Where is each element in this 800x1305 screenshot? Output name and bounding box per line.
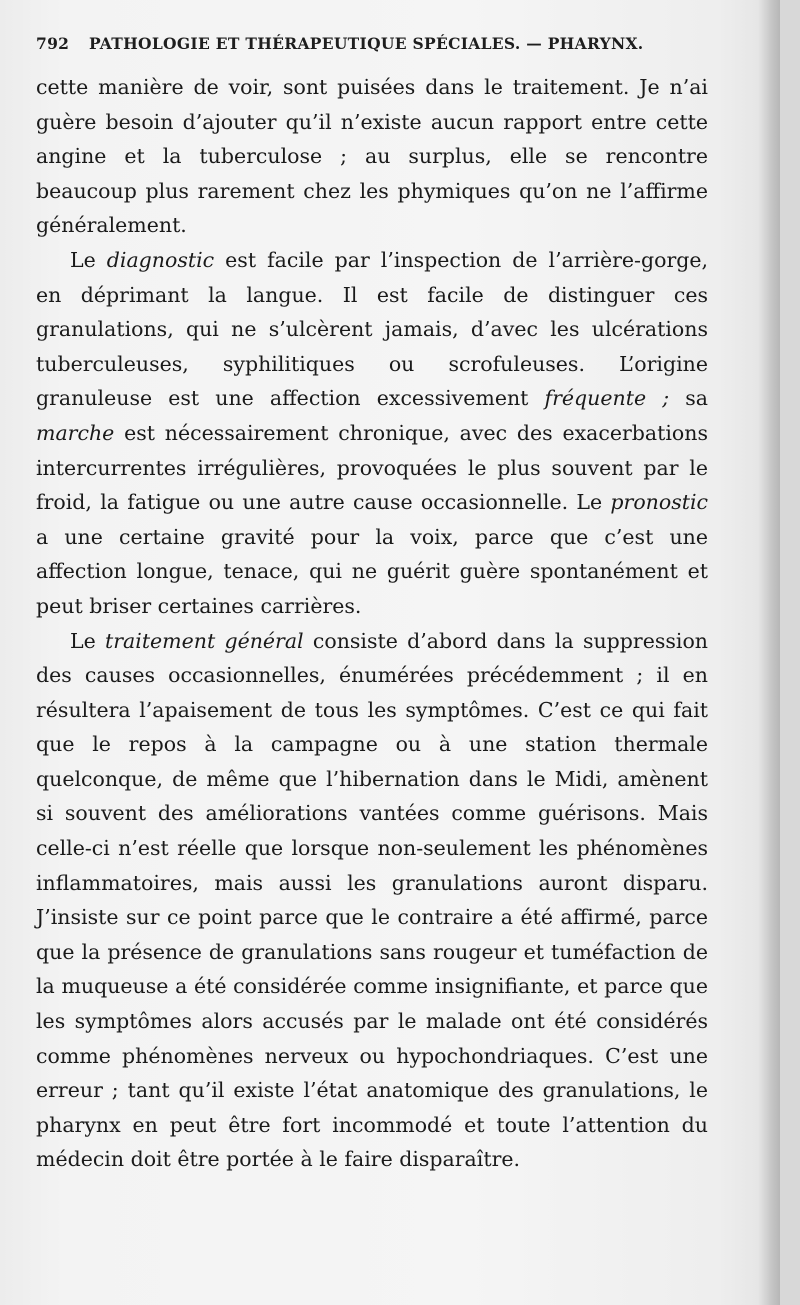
paragraph-diagnostic: [36, 243, 708, 624]
page-number: 792: [36, 34, 70, 53]
italic-term-pronostic: pronostic: [610, 490, 708, 515]
italic-term-marche: marche: [36, 420, 115, 445]
text-run: est facile par l’inspection de l’arrière-gorge, en déprimant la langue. Il est facile de distinguer ces granulations, qui ne s’ulcèrent jamais, d’avec les ulcérations tuberculeuses, syphilitiques ou scrofuleuses. L’origine granuleuse est une affection excessivement: [36, 247, 709, 411]
paragraph-continuation: cette manière de voir, sont puisées dans le traitement. Je n’ai guère besoin d’ajouter qu’il n’existe aucun rapport entre cette angine et la tuberculose ; au surplus, elle se rencontre beaucoup plus rarement chez les phymiques qu’on ne l’affirme généralement.: [36, 75, 708, 238]
body-text: [36, 70, 708, 1177]
text-run: Le: [70, 247, 107, 272]
italic-term-frequente: fréquente ;: [544, 386, 670, 411]
text-run: Le: [70, 628, 105, 653]
text-run: sa: [669, 386, 708, 411]
running-title: PATHOLOGIE ET THÉRAPEUTIQUE SPÉCIALES. — PHARYNX.: [88, 34, 644, 53]
running-header: [36, 34, 736, 53]
text-run: a une certaine gravité pour la voix, parce que c’est une affection longue, tenace, qui ne guérit guère spontanément et peut briser certaines carrières.: [36, 524, 708, 618]
page-edge-shadow: [758, 0, 780, 1305]
paragraph-traitement: [36, 624, 708, 1178]
text-run: consiste d’abord dans la suppression des causes occasionnelles, énumérées précédemment ; il en résultera l’apaisement de tous les symptômes. C’est ce qui fait que le repos à la campagne ou à une station thermale quelconque, de même que l’hibernation dans le Midi, amènent si souvent des améliorations vantées comme guérisons. Mais celle-ci n’est réelle que lorsque non-seulement les phénomènes inflammatoires, mais aussi les granulations auront disparu. J’insiste sur ce point parce que le contraire a été affirmé, parce que la présence de granulations sans rougeur et tuméfaction de la muqueuse a été considérée comme insignifiante, et parce que les symptômes alors accusés par le malade ont été considérés comme phénomènes nerveux ou hypochondriaques. C’est une erreur ; tant qu’il existe l’état anatomique des granulations, le pharynx en peut être fort incommodé et toute l’attention du médecin doit être portée à le faire disparaître.: [36, 628, 708, 1172]
italic-term-diagnostic: diagnostic: [106, 247, 215, 272]
text-run: est nécessairement chronique, avec des exacerbations intercurrentes irrégulières, provoquées le plus souvent par le froid, la fatigue ou une autre cause occasionnelle. Le: [36, 420, 708, 515]
italic-term-traitement-general: traitement général: [105, 628, 304, 653]
